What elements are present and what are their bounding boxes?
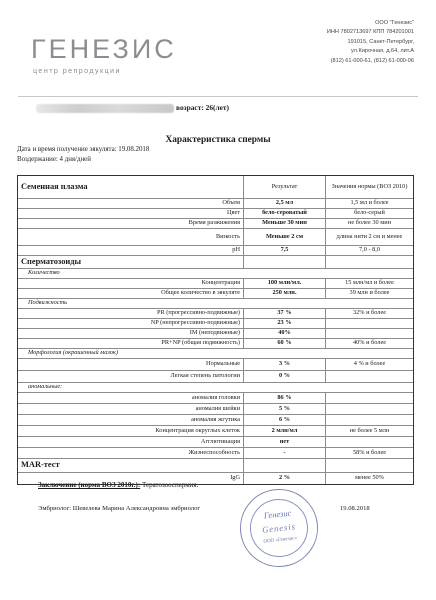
results-table	[17, 175, 414, 485]
row-norm: 58% и более	[352, 448, 387, 456]
header-result: Результат	[244, 176, 326, 198]
row-name: аномалия жгутика	[18, 415, 244, 425]
clinic-contacts	[327, 19, 414, 66]
signature-date: 19.08.2018	[340, 505, 370, 512]
table-row	[18, 371, 413, 383]
row-name: Концентрация	[18, 279, 244, 288]
table-row	[18, 289, 413, 299]
row-name: Общее количество в эякуляте	[18, 289, 244, 298]
table-row	[18, 448, 413, 459]
row-result: 5 %	[244, 404, 326, 414]
table-row	[18, 393, 413, 404]
section-mar: MAR-тест	[18, 459, 244, 472]
conclusion	[38, 481, 198, 489]
logo-tagline: центр репродукции	[33, 66, 121, 75]
row-result: бело-сероватый	[244, 209, 326, 218]
contact-street: ул.Кирочная, д.64, лит.А	[351, 48, 414, 55]
table-row	[18, 279, 413, 289]
table-row	[18, 404, 413, 415]
row-norm	[326, 404, 413, 414]
row-name: PR+NP (общая подвижность)	[18, 339, 244, 348]
row-norm: не более 5 млн	[349, 426, 390, 434]
conclusion-label: Заключение (норма ВОЗ 2010г.):	[38, 481, 141, 489]
row-norm	[326, 371, 413, 382]
subsection-abnormal: аномальные:	[28, 383, 63, 391]
collection-datetime: Дата и время получение эякулята: 19.08.2018	[17, 146, 150, 153]
row-name: аномалия головки	[18, 393, 244, 403]
table-row	[18, 219, 413, 229]
row-norm: длина нити 2 см и менее	[336, 232, 403, 240]
table-header-row	[18, 176, 413, 199]
row-name: аномалия шейки	[18, 404, 244, 414]
section-sperm: Сперматозоиды	[18, 256, 244, 268]
clinic-stamp	[236, 485, 322, 571]
row-norm: 1,5 мл и более	[350, 199, 389, 207]
patient-age: возраст: 26(лет)	[176, 103, 230, 112]
row-name: Объем	[18, 199, 244, 208]
embryologist-signature-line: Эмбриолог: Шевелева Марина Александровна эмбриолог	[38, 505, 201, 512]
table-row	[18, 437, 413, 448]
row-norm: 40% и более	[352, 339, 387, 347]
row-result: 40%	[244, 329, 326, 338]
row-name: NP (непрогрессивно-подвижные)	[18, 319, 244, 328]
abstinence-period: Воздержание: 4 дня/дней	[17, 156, 91, 163]
redacted-name	[36, 104, 174, 113]
row-result: Меньше 30 мин	[244, 219, 326, 228]
row-norm: менее 50%	[355, 474, 384, 482]
conclusion-text: Тератозооспермия.	[141, 481, 199, 489]
table-row	[18, 426, 413, 437]
row-name: Вязкость	[18, 229, 244, 245]
row-result: 2 %	[244, 473, 326, 484]
row-name: Нормальные	[18, 359, 244, 370]
row-result: 37 %	[244, 309, 326, 318]
table-row	[18, 229, 413, 246]
logo-word: ГЕНЕЗИС	[31, 34, 177, 64]
subsection-morphology: Морфология (окрашенный мазок)	[28, 349, 118, 357]
row-result: 100 млн/мл.	[244, 279, 326, 288]
table-row	[18, 309, 413, 319]
contact-phones: (812) 61-000-61, (812) 61-000-06	[330, 57, 414, 64]
stamp-text-top: Генезис	[263, 507, 292, 521]
row-norm: 7,0 - 8,0	[359, 246, 380, 254]
row-result: 86 %	[244, 393, 326, 403]
header-norm: Значения нормы (ВОЗ 2010)	[331, 182, 408, 190]
table-row	[18, 329, 413, 339]
section-row	[18, 459, 413, 473]
subsection-row	[18, 383, 413, 393]
row-result: 23 %	[244, 319, 326, 328]
section-row	[18, 256, 413, 269]
row-name: Время разжижения	[18, 219, 244, 228]
row-result: 7,5	[244, 246, 326, 255]
row-norm	[326, 437, 413, 447]
row-name: IgG	[18, 473, 244, 484]
document-title: Характеристика спермы	[165, 135, 271, 145]
row-result: -	[244, 448, 326, 458]
subsection-count: Количество	[28, 269, 60, 277]
table-row	[18, 359, 413, 371]
row-result: нет	[244, 437, 326, 447]
row-norm: не более 30 мин	[348, 219, 391, 227]
contact-city: 191015, Санкт-Петербург,	[347, 38, 414, 45]
table-row	[18, 199, 413, 209]
row-name: pH	[18, 246, 244, 255]
row-name: Концентрация округлых клеток	[18, 426, 244, 436]
row-name: IM (неподвижные)	[18, 329, 244, 338]
row-norm: 4 % и более	[353, 360, 386, 368]
table-row	[18, 209, 413, 219]
row-norm	[326, 393, 413, 403]
row-name: Агглютинация	[18, 437, 244, 447]
row-result: 2 млн/мл	[244, 426, 326, 436]
row-norm	[326, 319, 413, 328]
row-name: Цвет	[18, 209, 244, 218]
clinic-logo	[31, 36, 177, 75]
contact-company: ООО "Генезис"	[375, 20, 414, 26]
row-result: 250 млн.	[244, 289, 326, 298]
subsection-row	[18, 269, 413, 279]
row-result: 60 %	[244, 339, 326, 348]
header-divider	[18, 96, 418, 97]
patient-line	[36, 103, 229, 113]
row-name: Легкая степень патологии	[18, 371, 244, 382]
row-norm: 39 млн и более	[349, 289, 390, 297]
row-name: PR (прогрессивно-подвижные)	[18, 309, 244, 318]
row-norm: 15 млн/мл и более	[345, 279, 394, 287]
subsection-motility: Подвижность	[28, 299, 68, 307]
row-result: 3 %	[244, 359, 326, 370]
row-result: 2,5 мл	[244, 199, 326, 208]
row-norm: 32% и более	[352, 309, 387, 317]
subsection-row	[18, 299, 413, 309]
contact-inn: ИНН 7802713697 КПП 784201001	[326, 29, 414, 36]
stamp-text-mid: Genesis	[261, 521, 297, 535]
row-result: 6 %	[244, 415, 326, 425]
table-row	[18, 319, 413, 329]
subsection-row	[18, 349, 413, 359]
section-plasma: Семенная плазма	[18, 176, 244, 198]
stamp-text-bottom: ООО «Генезис»	[263, 536, 298, 545]
row-result: 0 %	[244, 371, 326, 382]
row-result: Меньше 2 см	[244, 229, 326, 245]
table-row	[18, 339, 413, 349]
row-norm	[326, 415, 413, 425]
row-norm: бело-серый	[354, 209, 385, 217]
row-name: Жизнеспособность	[18, 448, 244, 458]
table-row	[18, 415, 413, 426]
row-norm	[326, 329, 413, 338]
table-row	[18, 246, 413, 256]
